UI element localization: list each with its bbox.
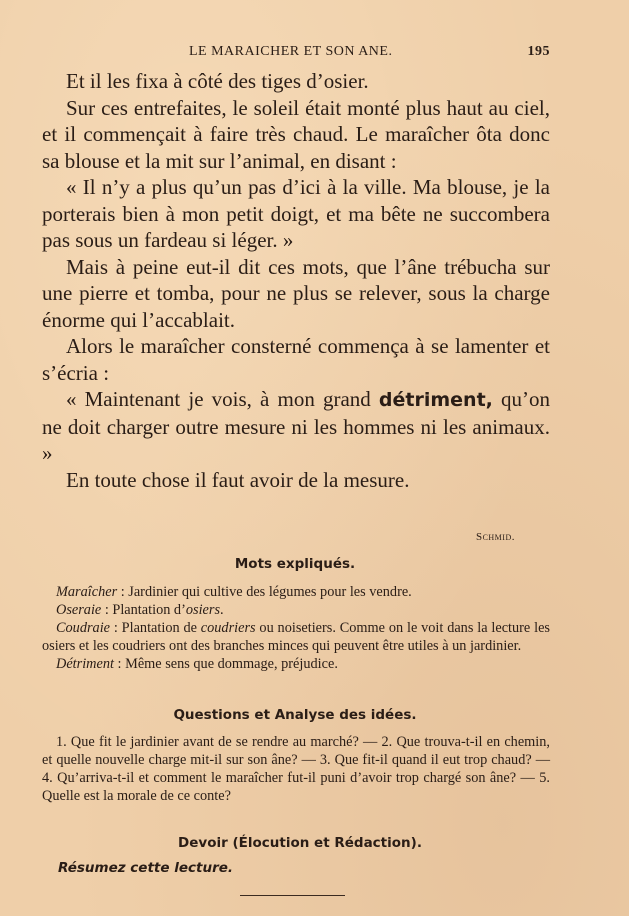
glossary-italic-word: osiers <box>185 602 221 618</box>
end-rule <box>240 895 345 896</box>
author-signature: Schmid. <box>475 531 515 543</box>
section-title-mots-expliques: Mots expliqués. <box>234 556 356 572</box>
story-text-segment: « Maintenant je vois, à mon grand <box>66 387 379 411</box>
story-paragraph: « Il n’y a plus qu’un pas d’ici à la ville. Ma blouse, je la porterais bien à mon petit doigt, et ma bête ne succombera pas sous un fardeau si léger. » <box>42 175 550 252</box>
story-paragraph: Mais à peine eut-il dit ces mots, que l’âne trébucha sur une pierre et tomba, pour ne plus se relever, sous la charge énorme qui l’accablait. <box>42 254 550 332</box>
glossary-definition: : Jardinier qui cultive des légumes pour les vendre. <box>117 584 412 600</box>
story-text-segment: qu’on ne doit charger outre mesure ni les hommes ni les animaux. » <box>42 387 550 465</box>
glossary-definition: : Plantation d’ <box>101 602 186 618</box>
glossary-definition: ou noisetiers. Comme on le voit dans la lecture les osiers et les coudriers ont des branches minces qui peuvent être utiles à un jardinier. <box>42 620 550 654</box>
glossary-item <box>42 601 550 619</box>
story-paragraph: Sur ces entrefaites, le soleil était monté plus haut au ciel, et il commençait à faire très chaud. Le maraîcher ôta donc sa blouse et la mit sur l’animal, en disant : <box>42 95 550 173</box>
running-header <box>40 44 550 64</box>
story-paragraph <box>42 386 550 467</box>
questions-block <box>42 733 550 805</box>
glossary-term: Maraîcher <box>56 584 118 600</box>
bold-word: détriment, <box>378 389 493 411</box>
glossary-term: Détriment <box>56 656 114 672</box>
glossary-definition: . <box>220 602 224 618</box>
glossary <box>42 583 550 673</box>
story-paragraph: Et il les fixa à côté des tiges d’osier. <box>66 69 369 93</box>
glossary-term: Coudraie <box>56 620 111 636</box>
story-moral: En toute chose il faut avoir de la mesure. <box>66 467 410 492</box>
glossary-definition: : Plantation de <box>110 620 201 636</box>
glossary-term: Oseraie <box>56 602 102 618</box>
glossary-item <box>42 583 550 601</box>
section-title-questions: Questions et Analyse des idées. <box>173 707 417 723</box>
section-title-devoir: Devoir (Élocution et Rédaction). <box>178 835 422 851</box>
story-paragraph: Alors le maraîcher consterné commença à se lamenter et s’écria : <box>42 334 550 385</box>
glossary-item <box>42 619 550 655</box>
questions-text: 1. Que fit le jardinier avant de se rendre au marché? — 2. Que trouva-t-il en chemin, et quelle nouvelle charge mit-il sur son âne? — 3. Que fit-il quand il eut trop chaud? — 4. Qu’arriva-t-il et comment le maraîcher fut-il puni d’avoir trop chargé son âne? — 5. Quelle est la morale de ce conte? <box>42 734 550 804</box>
glossary-italic-word: coudriers <box>200 620 256 636</box>
story-text <box>42 68 550 493</box>
glossary-definition: : Même sens que dommage, préjudice. <box>113 656 338 672</box>
devoir-instruction: Résumez cette lecture. <box>58 860 234 876</box>
glossary-item <box>42 655 550 673</box>
page-number: 195 <box>527 44 550 59</box>
running-title: LE MARAICHER ET SON ANE. <box>189 44 393 59</box>
